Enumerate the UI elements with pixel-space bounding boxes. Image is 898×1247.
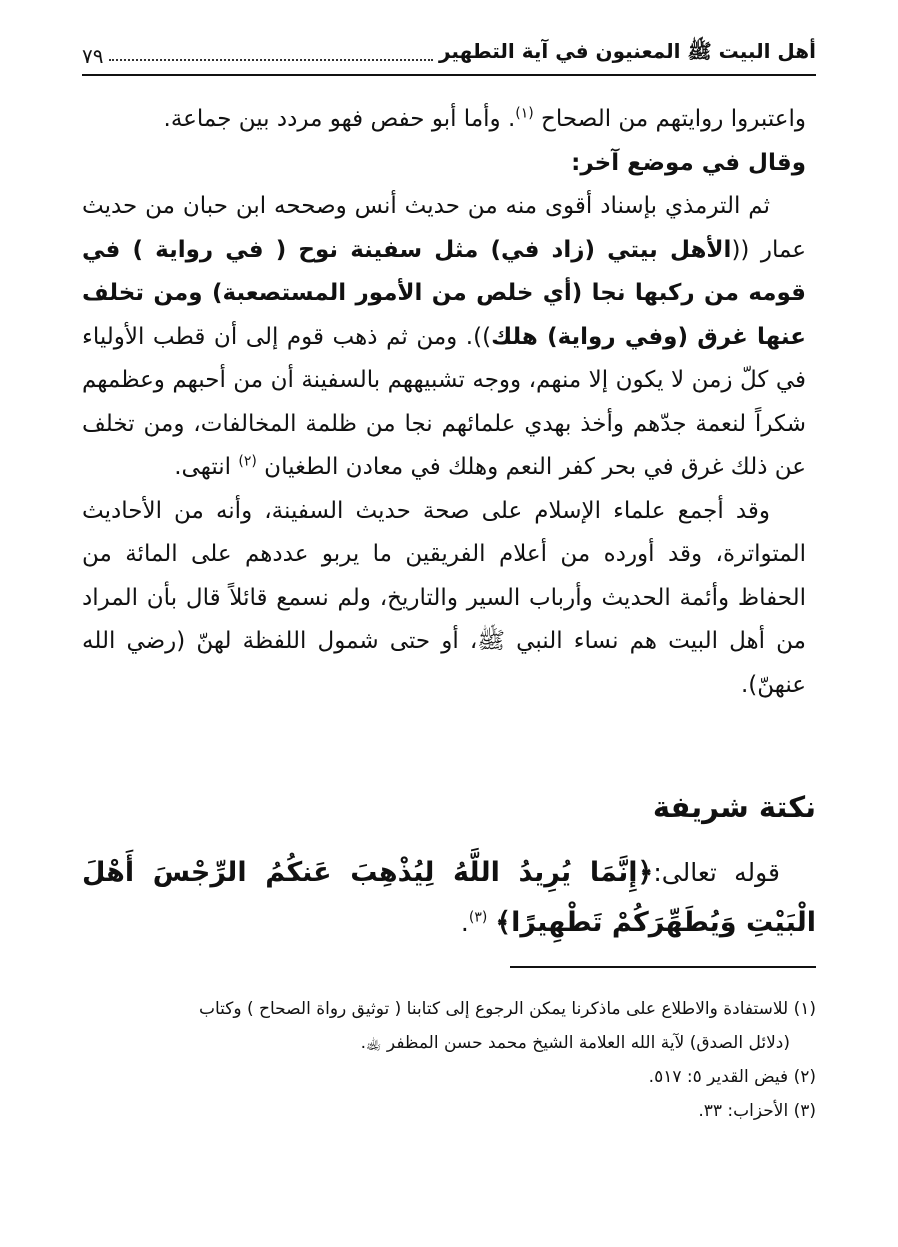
quran-verse-block: [82, 848, 816, 948]
footnote-ref-1[interactable]: (١): [515, 105, 534, 122]
page-header: [82, 30, 816, 74]
p1-text: واعتبروا روايتهم من الصحاح: [541, 106, 806, 132]
footnote-1-line-1: (١) للاستفادة والاطلاع على ماذكرنا يمكن الرجوع إلى كتابنا ( توثيق رواة الصحاح ) وكتاب: [198, 999, 816, 1019]
footnote-ref-3[interactable]: (٣): [468, 909, 488, 926]
verse-end: .: [460, 908, 469, 937]
footnote-ref-2[interactable]: (٢): [238, 453, 257, 470]
paragraph-3: [82, 185, 806, 490]
p3-text-2: )). ومن ثم ذهب قوم إلى أن قطب الأولياء في كلّ زمن لا يكون إلا منهم، ووجه تشبيههم بالسفينة أن من أحبهم وعظمهم شكراً لنعمة جدّهم وأخذ بهدي علمائهم نجا من ظلمة المخالفات، ومن تخلف عن ذلك غرق في بحر كفر النعم وهلك في معادن الطغيان: [82, 323, 806, 480]
p3-text-3: انتهى.: [174, 454, 239, 480]
hadith-text: الأهل بيتي (زاد في) مثل سفينة نوح ( في رواية ) في قومه من ركبها نجا (أي خلص من الأمور المستصعبة) ومن تخلف عنها غرق (وفي رواية) هلك: [82, 236, 806, 350]
paragraph-2: وقال في موضع آخر:: [571, 149, 806, 176]
running-title: أهل البيت ﷺ المعنيون في آية التطهير: [438, 39, 816, 63]
main-text: [82, 98, 806, 707]
footnote-1-line-2: (دلائل الصدق) لآية الله العلامة الشيخ محمد حسن المظفر ﵀.: [360, 1033, 790, 1053]
footnote-2: (٢) فيض القدير ٥: ٥١٧.: [648, 1067, 816, 1087]
verse-intro: قوله تعالى:: [653, 858, 780, 887]
footnotes: [82, 992, 816, 1128]
section-title: نكتة شريفة: [652, 790, 816, 824]
leader-dots: [109, 59, 432, 61]
page-number: ٧٩: [82, 44, 104, 68]
p1-after: . وأما أبو حفص فهو مردد بين جماعة.: [163, 106, 516, 132]
p3-text-1: ثم الترمذي بإسناد أقوى منه من حديث أنس وصححه ابن حبان من حديث عمار ((: [82, 193, 806, 263]
verse-paragraph: [82, 848, 816, 948]
footnote-rule: [510, 966, 816, 968]
footnote-3: (٣) الأحزاب: ٣٣.: [698, 1101, 816, 1121]
quran-verse: ﴿إِنَّمَا يُرِيدُ اللَّهُ لِيُذْهِبَ عَنكُمُ الرِّجْسَ أَهْلَ الْبَيْتِ وَيُطَهِّرَكُمْ تَطْهِيرًا﴾: [82, 857, 816, 938]
header-rule: [82, 74, 816, 76]
paragraph-4: وقد أجمع علماء الإسلام على صحة حديث السفينة، وأنه من الأحاديث المتواترة، وقد أورده من أعلام الفريقين ما يربو عددهم على المائة من الحفاظ وأئمة الحديث وأرباب السير والتاريخ، ولم نسمع قائلاً قال بأن المراد من أهل البيت هم نساء النبي ﷺ، أو حتى شمول اللفظة لهنّ (رضي الله عنهنّ).: [82, 497, 806, 698]
paragraph-1: [82, 98, 806, 142]
